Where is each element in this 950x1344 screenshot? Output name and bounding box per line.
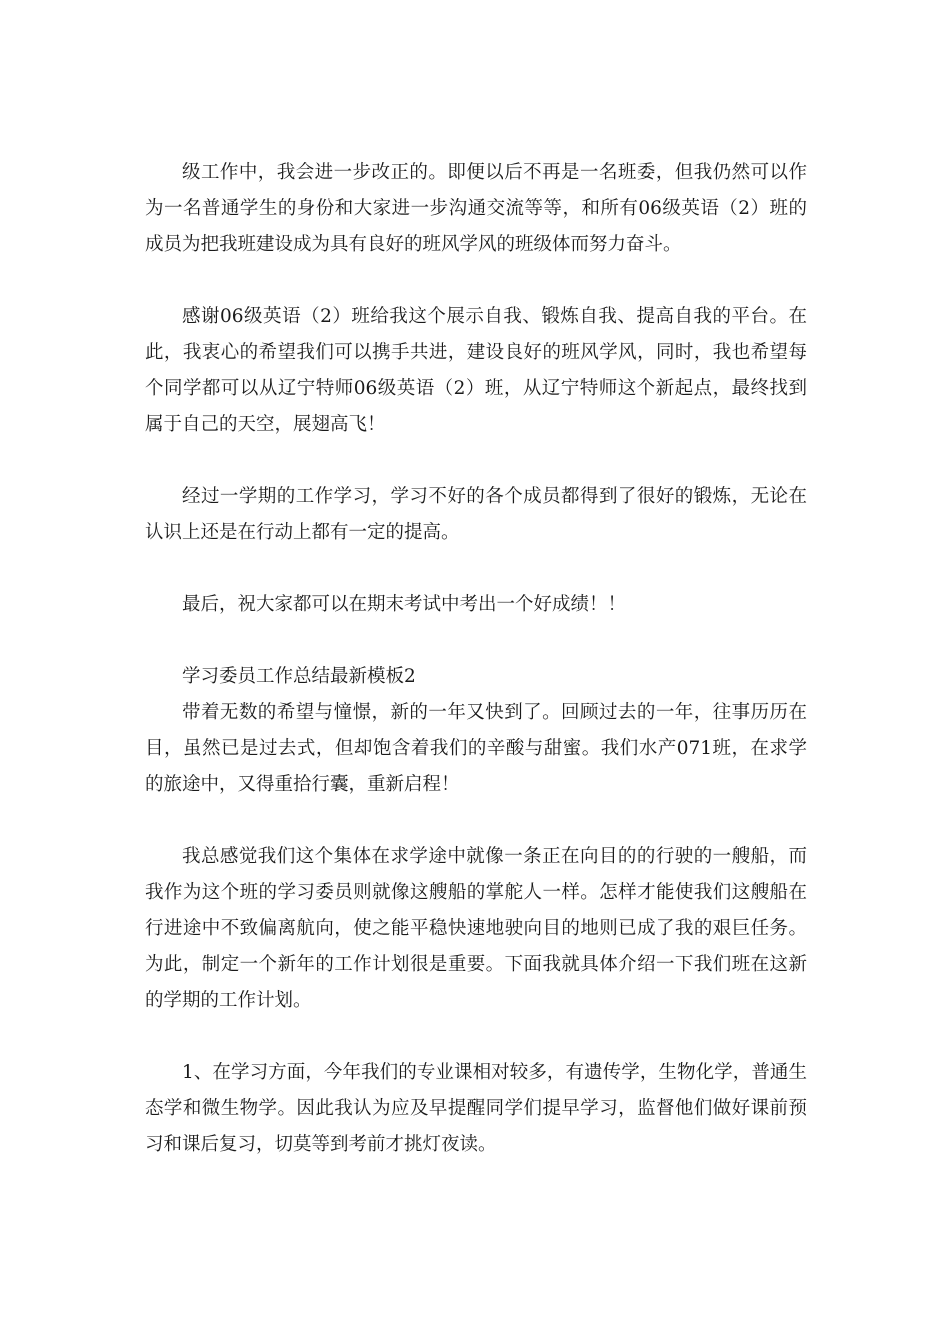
paragraph: 带着无数的希望与憧憬，新的一年又快到了。回顾过去的一年，往事历历在目，虽然已是过去式，但却饱含着我们的辛酸与甜蜜。我们水产071班，在求学的旅途中，又得重拾行囊，重新启程！ (145, 702, 807, 795)
paragraph-spacer (145, 803, 807, 839)
paragraph: 经过一学期的工作学习，学习不好的各个成员都得到了很好的锻炼，无论在认识上还是在行动上都有一定的提高。 (145, 486, 807, 543)
paragraph-spacer (145, 443, 807, 479)
paragraph: 1、在学习方面，今年我们的专业课相对较多，有遗传学，生物化学，普通生态学和微生物学。因此我认为应及早提醒同学们提早学习，监督他们做好课前预习和课后复习，切莫等到考前才挑灯夜读。 (145, 1062, 807, 1155)
paragraph-spacer (145, 623, 807, 659)
section-title: 学习委员工作总结最新模板2 (182, 666, 416, 687)
paragraph-spacer (145, 1019, 807, 1055)
paragraph: 感谢06级英语（2）班给我这个展示自我、锻炼自我、提高自我的平台。在此，我衷心的希望我们可以携手共进，建设良好的班风学风，同时，我也希望每个同学都可以从辽宁特师06级英语（2）班，从辽宁特师这个新起点，最终找到属于自己的天空，展翅高飞！ (145, 306, 807, 435)
paragraph-spacer (145, 263, 807, 299)
paragraph: 我总感觉我们这个集体在求学途中就像一条正在向目的的行驶的一艘船，而我作为这个班的学习委员则就像这艘船的掌舵人一样。怎样才能使我们这艘船在行进途中不致偏离航向，使之能平稳快速地驶向目的地则已成了我的艰巨任务。为此，制定一个新年的工作计划很是重要。下面我就具体介绍一下我们班在这新的学期的工作计划。 (145, 846, 807, 1011)
document-body (145, 155, 807, 1163)
paragraph: 最后，祝大家都可以在期末考试中考出一个好成绩！！ (182, 594, 627, 615)
paragraph-spacer (145, 551, 807, 587)
paragraph: 级工作中，我会进一步改正的。即便以后不再是一名班委，但我仍然可以作为一名普通学生的身份和大家进一步沟通交流等等，和所有06级英语（2）班的成员为把我班建设成为具有良好的班风学风的班级体而努力奋斗。 (145, 162, 807, 255)
